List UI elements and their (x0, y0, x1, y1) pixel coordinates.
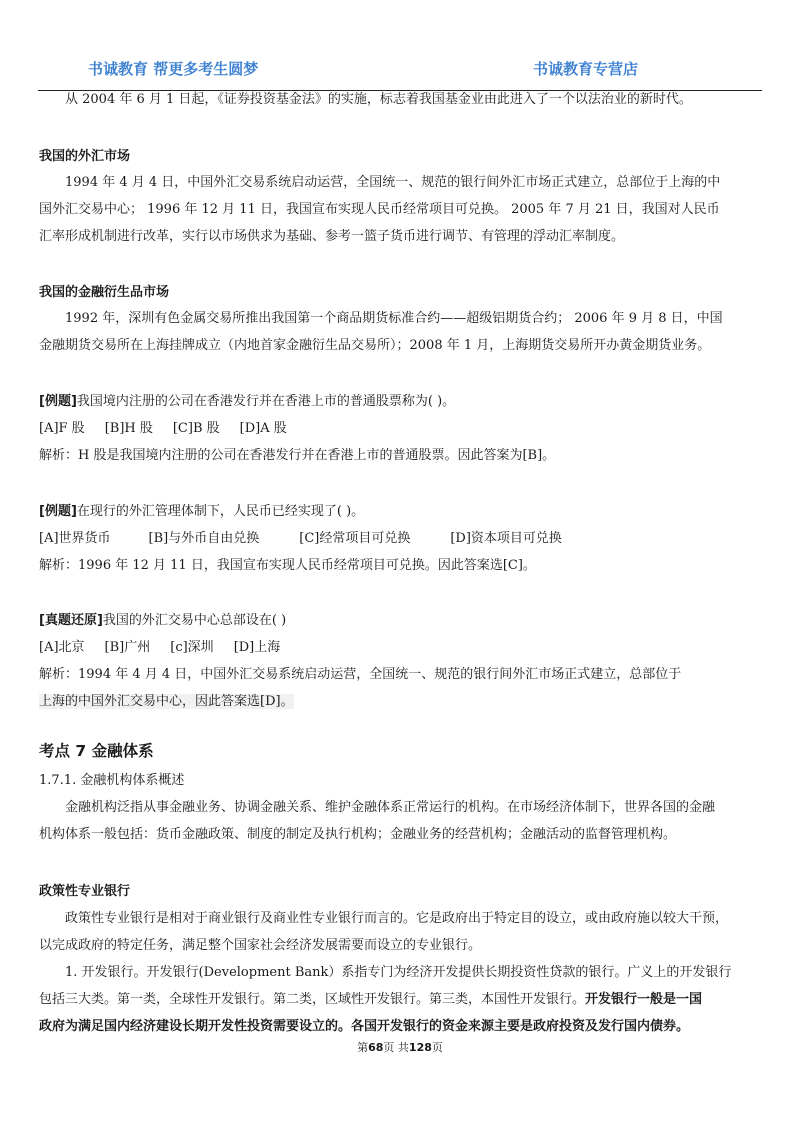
policy-bank-line-5: 政府为满足国内经济建设长期开发性投资需要设立的。各国开发银行的资金来源主要是政府投资及发行国内债券。 (39, 1019, 690, 1034)
question-3-option-b: [B]广州 (104, 640, 151, 655)
footer-page-number: 68 (368, 1041, 384, 1054)
question-3-tag: [真题还原] (39, 613, 103, 628)
question-2-option-d: [D]资本项目可兑换 (450, 531, 562, 546)
policy-bank-line-3: 1. 开发银行。开发银行(Development Bank）系指专门为经济开发提供长期投资性贷款的银行。广义上的开发银行 (65, 965, 732, 980)
question-1-option-a: [A]F 股 (39, 421, 85, 436)
footer-prefix: 第 (357, 1041, 369, 1054)
question-2-tag: [例题] (39, 504, 77, 519)
question-2-option-b: [B]与外币自由兑换 (148, 531, 260, 546)
question-2-option-a: [A]世界货币 (39, 531, 111, 546)
policy-bank-line-4 (39, 987, 761, 1013)
header-left-title: 书诚教育 帮更多考生圆梦 (88, 60, 259, 78)
question-2-options (39, 526, 761, 552)
question-3 (39, 608, 761, 634)
question-1-options (39, 416, 761, 442)
question-1 (39, 389, 761, 415)
question-2-option-c: [C]经常项目可兑换 (299, 531, 411, 546)
forex-line-3: 汇率形成机制进行改革，实行以市场供求为基础、参考一篮子货币进行调节、有管理的浮动汇率制度。 (39, 229, 625, 244)
question-1-option-c: [C]B 股 (172, 421, 220, 436)
header-right-title: 书诚教育专营店 (533, 60, 639, 78)
footer-middle: 页 共 (383, 1041, 409, 1054)
forex-section-title: 我国的外汇市场 (39, 149, 131, 164)
policy-bank-line-1: 政策性专业银行是相对于商业银行及商业性专业银行而言的。它是政府出于特定目的设立，或由政府施以较大干预， (65, 911, 729, 926)
question-1-option-d: [D]A 股 (239, 421, 287, 436)
question-3-text: 我国的外汇交易中心总部设在( ) (102, 613, 287, 628)
question-2-analysis: 解析：1996 年 12 月 11 日，我国宣布实现人民币经常项目可兑换。因此答案选[C]。 (39, 558, 536, 573)
question-3-analysis-line-2 (39, 689, 761, 715)
question-1-text: 我国境内注册的公司在香港发行并在香港上市的普通股票称为( )。 (76, 394, 456, 409)
question-3-option-a: [A]北京 (39, 640, 85, 655)
forex-line-1: 1994 年 4 月 4 日，中国外汇交易系统启动运营，全国统一、规范的银行间外汇市场正式建立，总部位于上海的中 (65, 175, 721, 190)
forex-line-2: 国外汇交易中心； 1996 年 12 月 11 日，我国宣布实现人民币经常项目可兑换。 2005 年 7 月 21 日，我国对人民币 (39, 202, 720, 217)
kaodian-subsection: 1.7.1. 金融机构体系概述 (39, 773, 185, 788)
question-1-option-b: [B]H 股 (104, 421, 153, 436)
kaodian-line-1: 金融机构泛指从事金融业务、协调金融关系、维护金融体系正常运行的机构。在市场经济体制下，世界各国的金融 (65, 800, 716, 815)
question-1-tag: [例题] (39, 394, 77, 409)
derivatives-section-title: 我国的金融衍生品市场 (39, 285, 170, 300)
policy-bank-title: 政策性专业银行 (39, 884, 131, 899)
question-1-analysis: 解析：H 股是我国境内注册的公司在香港发行并在香港上市的普通股票。因此答案为[B]。 (39, 448, 556, 463)
kaodian-title: 考点 7 金融体系 (39, 742, 154, 760)
question-3-option-c: [c]深圳 (170, 640, 214, 655)
policy-bank-line-4-normal: 包括三大类。第一类，全球性开发银行。第二类，区域性开发银行。第三类，本国性开发银行。 (39, 992, 586, 1007)
question-3-options (39, 635, 761, 661)
question-3-analysis-highlight: 上海的中国外汇交易中心，因此答案选[D]。 (39, 694, 294, 709)
page-footer (0, 1039, 800, 1055)
question-2 (39, 499, 761, 525)
policy-bank-line-4-bold: 开发银行一般是一国 (585, 992, 703, 1007)
question-3-analysis-line-1: 解析：1994 年 4 月 4 日，中国外汇交易系统启动运营，全国统一、规范的银行间外汇市场正式建立，总部位于 (39, 667, 682, 682)
footer-suffix: 页 (431, 1041, 443, 1054)
intro-line: 从 2004 年 6 月 1 日起，《证券投资基金法》的实施，标志着我国基金业由此进入了一个以法治业的新时代。 (65, 92, 692, 107)
kaodian-line-2: 机构体系一般包括：货币金融政策、制度的制定及执行机构；金融业务的经营机构；金融活动的监督管理机构。 (39, 827, 677, 842)
derivatives-line-1: 1992 年，深圳有色金属交易所推出我国第一个商品期货标准合约——超级铝期货合约； 2006 年 9 月 8 日，中国 (65, 311, 723, 326)
derivatives-line-2: 金融期货交易所在上海挂牌成立（内地首家金融衍生品交易所）；2008 年 1 月，上海期货交易所开办黄金期货业务。 (39, 338, 711, 353)
question-2-text: 在现行的外汇管理体制下，人民币已经实现了( )。 (76, 504, 365, 519)
policy-bank-line-2: 以完成政府的特定任务，满足整个国家社会经济发展需要而设立的专业银行。 (39, 938, 482, 953)
footer-total-pages: 128 (408, 1041, 432, 1054)
question-3-option-d: [D]上海 (233, 640, 281, 655)
